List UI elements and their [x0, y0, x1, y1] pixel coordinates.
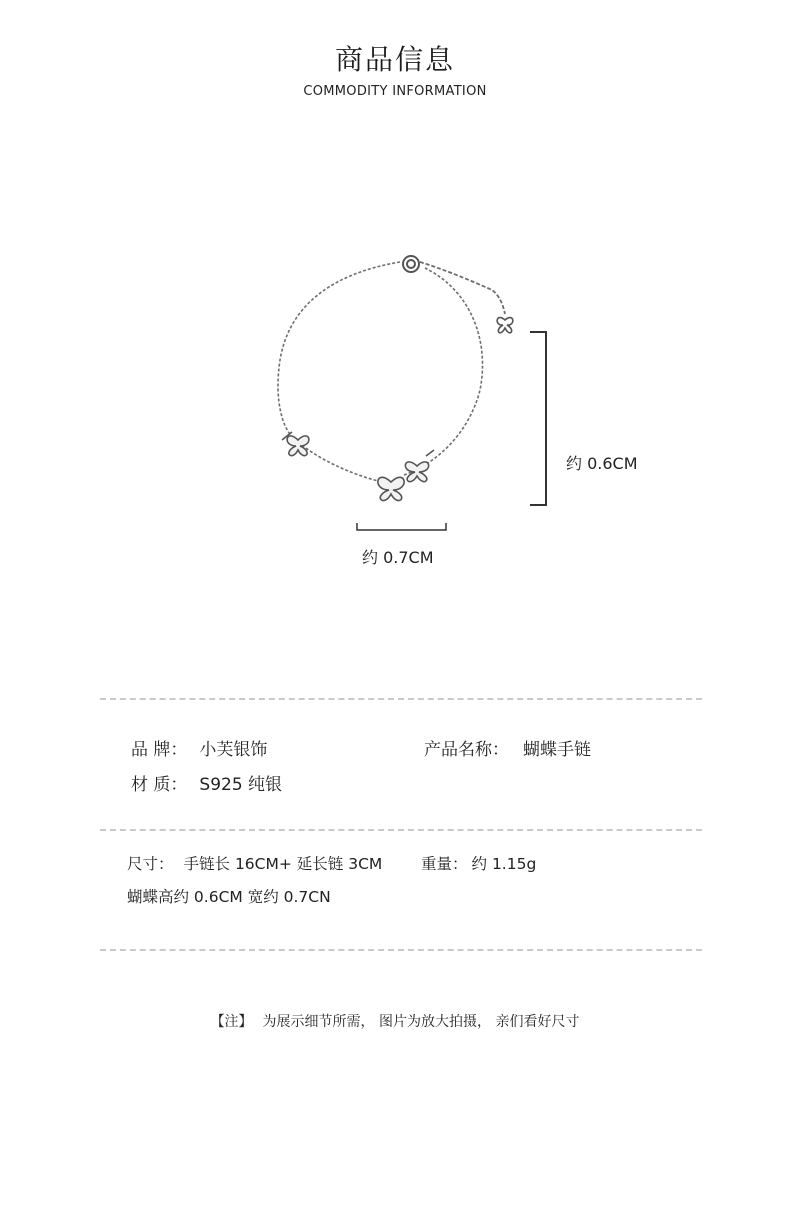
page-subtitle: COMMODITY INFORMATION [303, 84, 487, 99]
product-name-row [424, 735, 591, 760]
weight-row [421, 852, 536, 874]
extension-chain [420, 262, 505, 314]
product-name-label: 产品名称： [424, 740, 509, 760]
dashed-divider-bottom [100, 949, 702, 951]
brand-value: 小芙银饰 [199, 740, 268, 760]
brand-label: 品 牌： [131, 740, 188, 760]
size-label: 尺寸： [127, 855, 174, 873]
size-row [127, 852, 382, 874]
weight-value: 约 1.15g [471, 855, 537, 873]
butterfly-charm-left-icon [282, 432, 309, 456]
material-value: S925 纯银 [199, 775, 283, 795]
butterfly-charm-center-icon [378, 477, 404, 500]
note-bracket: 【注】 [210, 1014, 253, 1030]
size-value: 手链长 16CM+ 延长链 3CM [183, 855, 383, 873]
bracelet-chain [278, 262, 483, 482]
butterfly-size-text: 蝴蝶高约 0.6CM 宽约 0.7CN [127, 888, 331, 906]
product-name-value: 蝴蝶手链 [523, 740, 591, 760]
page-title: 商品信息 [334, 43, 455, 76]
extension-butterfly-icon [497, 318, 513, 333]
note-text: 为展示细节所需， 图片为放大拍摄， 亲们看好尺寸 [262, 1014, 580, 1030]
height-dimension-bracket [530, 332, 546, 505]
dashed-divider-top [100, 698, 702, 700]
material-label: 材 质： [131, 775, 188, 795]
height-dimension-label: 约 0.6CM [566, 454, 638, 473]
weight-label: 重量： [421, 855, 468, 873]
width-dimension-bracket [357, 523, 446, 530]
width-dimension-label: 约 0.7CM [362, 548, 434, 567]
clasp-icon [403, 256, 419, 272]
dashed-divider-middle [100, 829, 702, 831]
brand-row [131, 735, 267, 760]
note-line [0, 1011, 790, 1031]
material-row [131, 770, 282, 795]
butterfly-charm-right-icon [405, 450, 434, 482]
